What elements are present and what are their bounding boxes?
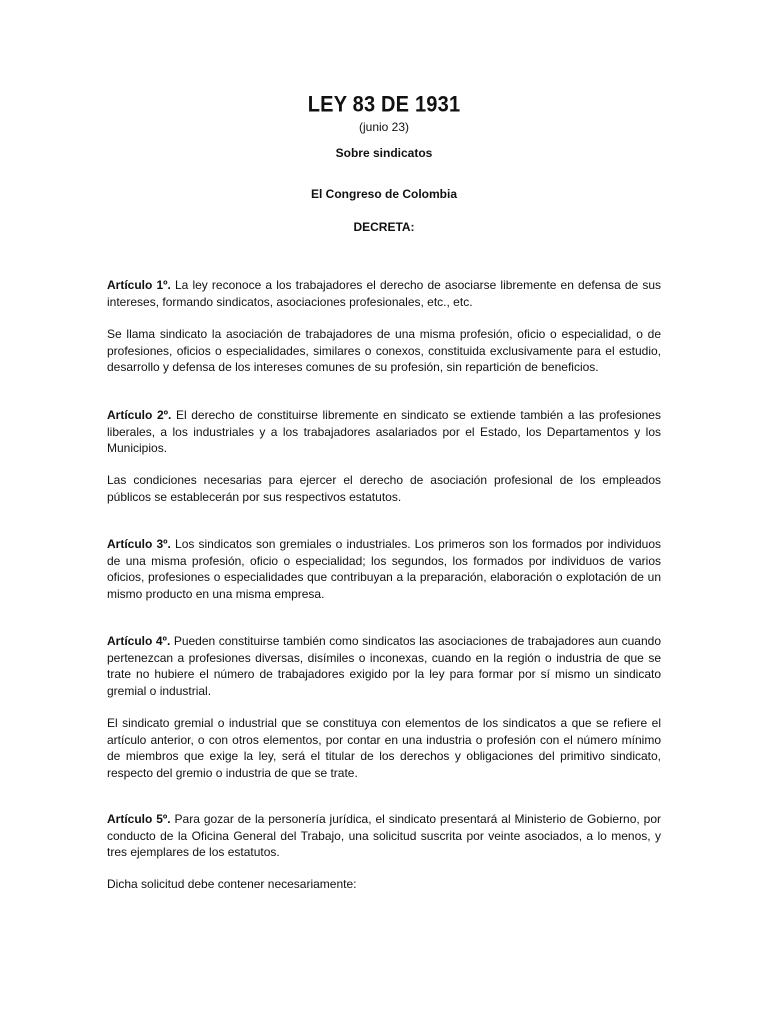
article-3-paragraph xyxy=(107,536,661,602)
law-topic: Sobre sindicatos xyxy=(335,146,433,160)
article-4-second-paragraph xyxy=(107,715,661,781)
article-4-paragraph xyxy=(107,633,661,699)
article-label: Artículo 3º. xyxy=(107,537,171,551)
article-5-paragraph xyxy=(107,811,661,861)
article-1-definition-paragraph xyxy=(107,326,661,376)
article-label: Artículo 5º. xyxy=(107,812,171,826)
paragraph-text: El derecho de constituirse libremente en sindicato se extiende también a las profesiones liberales, a los industriales y a los trabajadores asalariados por el Estado, los Departamentos y los Municipios. xyxy=(107,408,661,455)
article-2-conditions-paragraph xyxy=(107,472,661,505)
decree-heading: DECRETA: xyxy=(353,220,415,234)
issuing-body: El Congreso de Colombia xyxy=(310,187,457,201)
paragraph-text: Se llama sindicato la asociación de trabajadores de una misma profesión, oficio o especialidad, o de profesiones, oficios o especialidades, similares o conexos, constituida exclusivamente para el estudio, desarrollo y defensa de los intereses comunes de su profesión, sin repartición de beneficios. xyxy=(107,327,661,374)
law-title: LEY 83 DE 1931 xyxy=(307,92,461,118)
paragraph-text: La ley reconoce a los trabajadores el derecho de asociarse libremente en defensa de sus intereses, formando sindicatos, asociaciones profesionales, etc., etc. xyxy=(107,278,662,309)
article-label: Artículo 2º. xyxy=(107,408,172,422)
paragraph-text: El sindicato gremial o industrial que se constituya con elementos de los sindicatos a que se refiere el artículo anterior, o con otros elementos, por contar en una industria o profesión con el número mínimo de miembros que exige la ley, será el titular de los derechos y obligaciones del primitivo sindicato, respecto del gremio o industria de que se trate. xyxy=(107,716,661,780)
article-5-requirements-paragraph xyxy=(107,876,661,893)
article-2-paragraph xyxy=(107,407,661,457)
law-date: (junio 23) xyxy=(358,120,410,134)
paragraph-text: Dicha solicitud debe contener necesariamente: xyxy=(107,877,357,891)
article-1-paragraph xyxy=(107,277,661,310)
article-label: Artículo 1º. xyxy=(107,278,171,292)
paragraph-text: Pueden constituirse también como sindicatos las asociaciones de trabajadores aun cuando pertenezcan a profesiones diversas, disímiles o inconexas, cuando en la región o industria de que se trate no hubiere el número de trabajadores exigido por la ley para formar por sí mismo un sindicato gremial o industrial. xyxy=(107,634,661,698)
paragraph-text: Los sindicatos son gremiales o industriales. Los primeros son los formados por individuos de una misma profesión, oficio o especialidad; los segundos, los formados por individuos de varios oficios, profesiones o especialidades que contribuyan a la preparación, elaboración o explotación de un mismo producto en una misma empresa. xyxy=(107,537,661,601)
article-label: Artículo 4º. xyxy=(107,634,171,648)
paragraph-text: Para gozar de la personería jurídica, el sindicato presentará al Ministerio de Gobierno, por conducto de la Oficina General del Trabajo, una solicitud suscrita por veinte asociados, a lo menos, y tres ejemplares de los estatutos. xyxy=(107,812,661,859)
paragraph-text: Las condiciones necesarias para ejercer el derecho de asociación profesional de los empleados públicos se establecerán por sus respectivos estatutos. xyxy=(107,473,661,504)
